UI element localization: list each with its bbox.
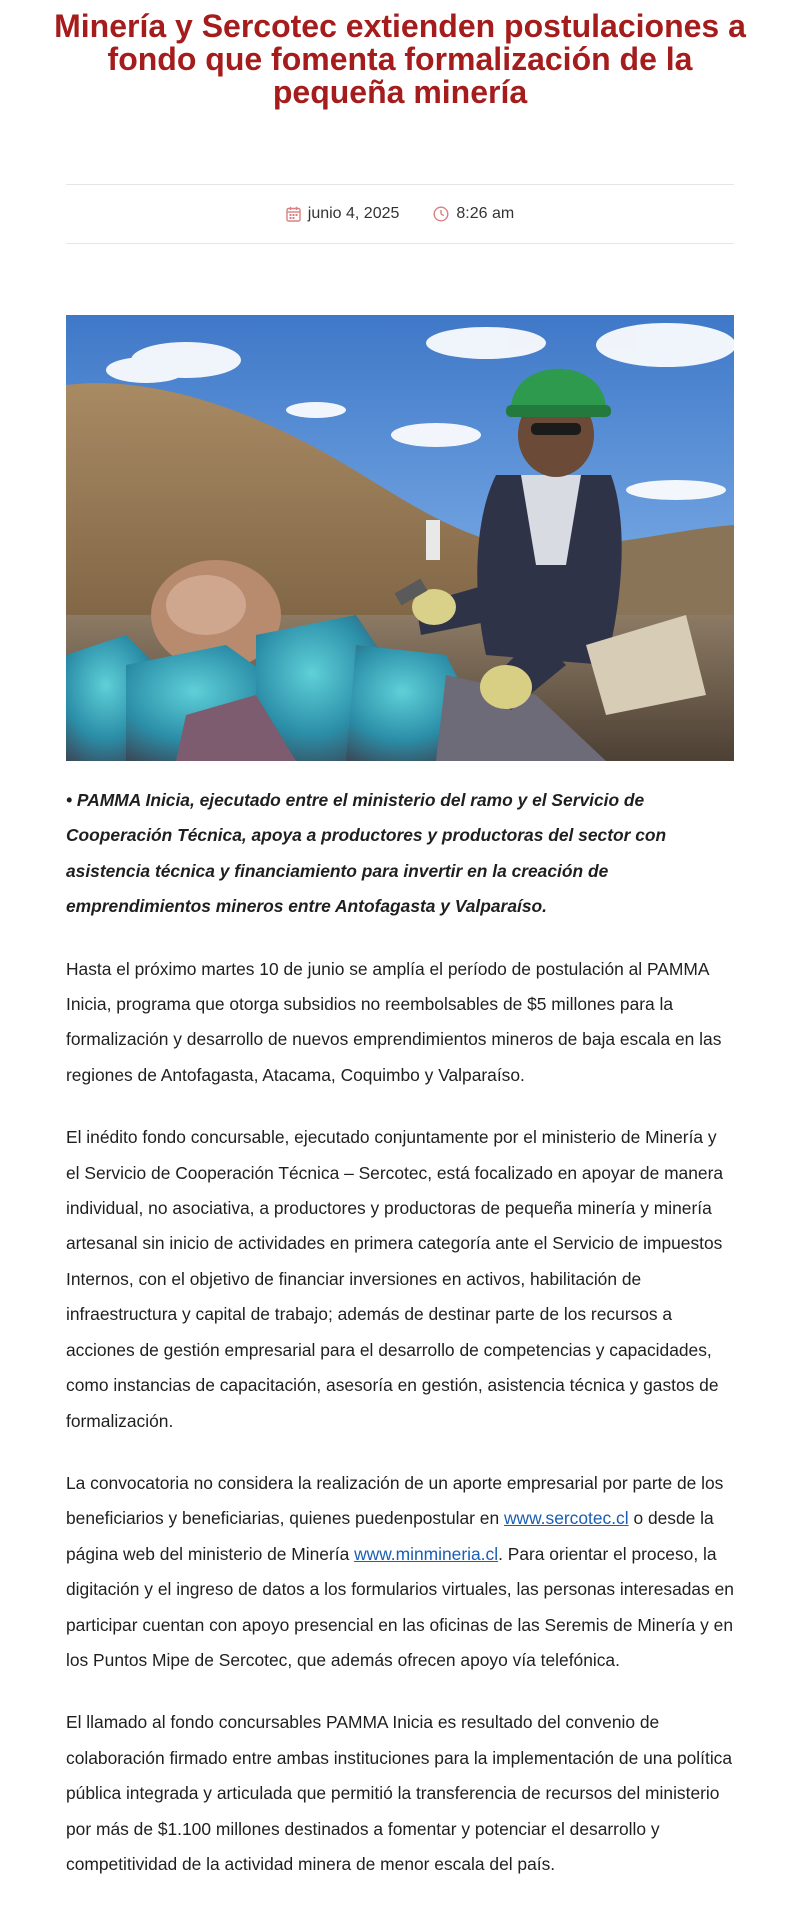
hero-image [66,315,734,761]
miner-photo-icon [66,315,734,761]
paragraph-3-text-a: La convocatoria no considera la realización de un aporte empresarial por parte de los beneficiarios y beneficiarias, quienes puedenpostular en [66,1472,724,1529]
post-meta [66,184,734,244]
post-time [433,205,514,223]
article-body [66,783,734,1909]
article-title: Minería y Sercotec extienden postulaciones a fondo que fomenta formalización de la pequeña minería [54,8,746,110]
post-date[interactable] [286,205,400,223]
post-time-text: 8:26 am [456,205,515,222]
post-date-text: junio 4, 2025 [307,205,400,222]
paragraph-2: El inédito fondo concursable, ejecutado conjuntamente por el ministerio de Minería y el Servicio de Cooperación Técnica – Sercotec, está focalizado en apoyar de manera individual, no asociativa, a productores y productoras de pequeña minería y minería artesanal sin inicio de actividades en primera categoría ante el Servicio de impuestos Internos, con el objetivo de financiar inversiones en activos, habilitación de infraestructura y capital de trabajo; además de destinar parte de los recursos a acciones de gestión empresarial para el desarrollo de competencias y capacidades, como instancias de capacitación, asesoría en gestión, asistencia técnica y gastos de formalización. [66,1127,724,1431]
calendar-icon [286,206,301,222]
paragraph-4: El llamado al fondo concursables PAMMA Inicia es resultado del convenio de colaboración firmado entre ambas instituciones para la implementación de una política pública integrada y articulada que permitió la transferencia de recursos del ministerio por más de $1.100 millones destinados a fomentar y potenciar el desarrollo y competitividad de la actividad minera de menor escala del país. [66,1712,733,1874]
sercotec-link[interactable]: www.sercotec.cl [503,1508,629,1529]
clock-icon [433,206,449,222]
paragraph-3-text-c: . Para orientar el proceso, la digitación y el ingreso de datos a los formularios virtuales, las personas interesadas en participar cuentan con apoyo presencial en las oficinas de las Seremis de Minería y en los Puntos Mipe de Sercotec, que además ofrecen apoyo vía telefónica. [66,1543,734,1670]
paragraph-3-text-b: o desde la página web del ministerio de Minería [66,1508,714,1564]
minmineria-link[interactable]: www.minmineria.cl [354,1543,499,1564]
paragraph-3 [66,1466,734,1678]
paragraph-1: Hasta el próximo martes 10 de junio se amplía el período de postulación al PAMMA Inicia, programa que otorga subsidios no reembolsables de $5 millones para la formalización y desarrollo de nuevos emprendimientos mineros de baja escala en las regiones de Antofagasta, Atacama, Coquimbo y Valparaíso. [66,958,722,1085]
lead-paragraph: • PAMMA Inicia, ejecutado entre el ministerio del ramo y el Servicio de Cooperación Técnica, apoya a productores y productoras del sector con asistencia técnica y financiamiento para invertir en la creación de emprendimientos mineros entre Antofagasta y Valparaíso. [66,790,667,917]
